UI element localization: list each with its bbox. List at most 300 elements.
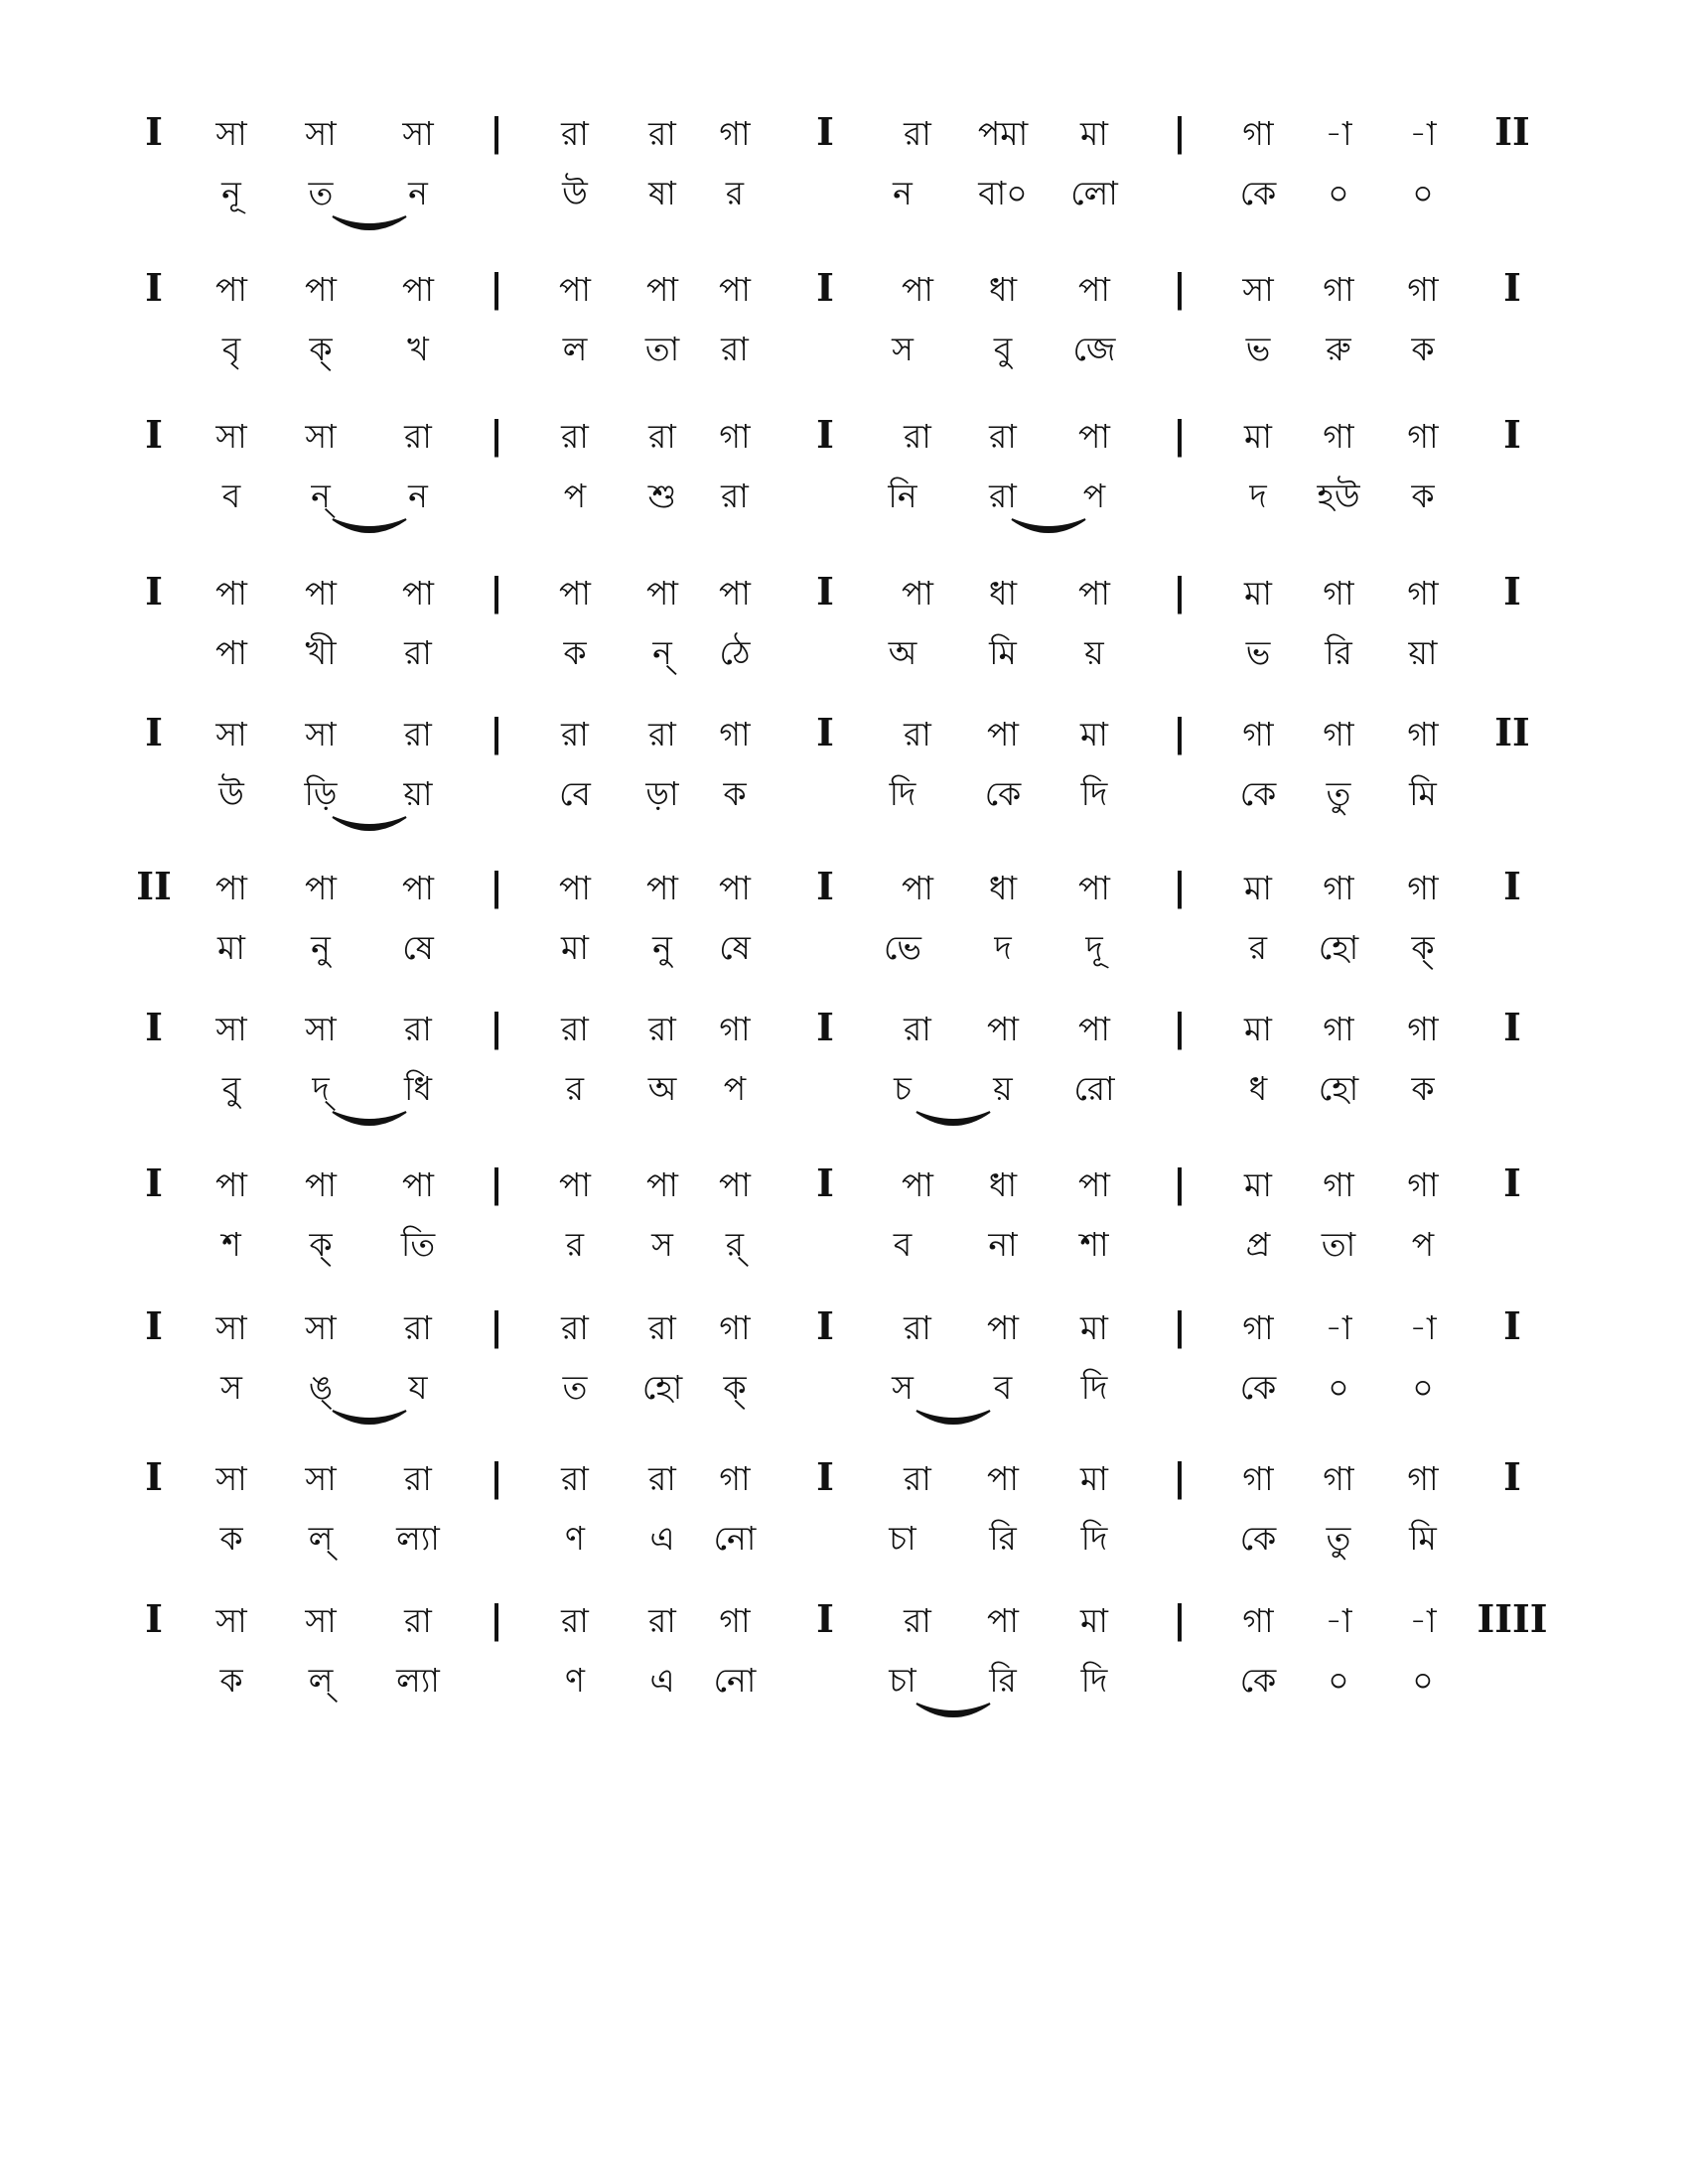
lyric-syllable: চা: [889, 1661, 916, 1700]
swara-note: পা: [305, 869, 337, 907]
bar-line: I: [145, 1454, 163, 1499]
bar-line: |: [490, 1454, 503, 1499]
swara-note: গা: [1242, 1308, 1274, 1347]
lyric-syllable: দি: [1080, 1519, 1108, 1558]
bar-line: |: [1173, 1596, 1187, 1641]
swara-note: ধা: [988, 270, 1018, 309]
bar-line: II: [136, 864, 172, 908]
swara-note: পা: [215, 270, 247, 309]
swara-note: রা: [648, 114, 676, 153]
lyric-syllable: ন: [408, 477, 428, 515]
lyric-syllable: মা: [561, 928, 589, 967]
lyric-syllable: প্র: [1245, 1225, 1271, 1264]
lyric-syllable: ০: [1328, 1368, 1349, 1407]
bar-line: I: [816, 710, 834, 754]
lyric-syllable: জে: [1072, 330, 1116, 368]
swara-note: পা: [719, 574, 751, 613]
swara-note: গা: [1323, 270, 1354, 309]
swara-note: সা: [305, 1601, 337, 1640]
lyric-syllable: নো: [713, 1661, 757, 1700]
lyric-syllable: অ: [647, 1069, 677, 1108]
lyric-syllable: র: [565, 1225, 585, 1264]
slur-mark: [914, 1700, 993, 1727]
swara-note: গা: [1407, 1165, 1439, 1204]
lyric-syllable: হো: [1318, 928, 1359, 967]
notation-system: [0, 710, 1688, 857]
bar-line: |: [490, 109, 503, 154]
lyric-syllable: বে: [559, 774, 591, 813]
lyric-syllable: ক: [219, 1519, 243, 1558]
lyric-syllable: রি: [989, 1519, 1017, 1558]
lyric-syllable: রি: [989, 1661, 1017, 1700]
swara-note: সা: [1242, 270, 1274, 309]
lyric-syllable: উ: [562, 174, 588, 212]
swara-note: সা: [305, 715, 337, 753]
lyric-syllable: চা: [889, 1519, 916, 1558]
bar-line: I: [145, 412, 163, 457]
bar-line: II: [1494, 109, 1530, 154]
swara-note: সা: [305, 1308, 337, 1347]
bar-line: I: [816, 569, 834, 614]
swara-note: -া: [1409, 114, 1437, 153]
bar-line: I: [816, 1303, 834, 1348]
swara-note: মা: [1244, 574, 1272, 613]
lyric-syllable: ল্যা: [396, 1519, 440, 1558]
lyric-syllable: কে: [984, 774, 1022, 813]
notation-system: [0, 265, 1688, 412]
slur-mark: [914, 1108, 993, 1136]
lyric-syllable: প: [563, 477, 587, 515]
lyric-syllable: নো: [713, 1519, 757, 1558]
lyric-syllable: ক: [563, 633, 587, 672]
swara-note: মা: [1244, 1010, 1272, 1048]
swara-note: পা: [1078, 270, 1110, 309]
swara-note: -া: [1409, 1601, 1437, 1640]
lyric-syllable: হো: [641, 1368, 683, 1407]
swara-note: পা: [1078, 1010, 1110, 1048]
lyric-syllable: খী: [305, 633, 337, 672]
swara-note: পা: [987, 1308, 1019, 1347]
swara-note: রা: [404, 1010, 432, 1048]
lyric-syllable: মি: [1409, 1519, 1437, 1558]
notation-system: [0, 109, 1688, 256]
swara-note: পা: [902, 869, 933, 907]
swara-note: পা: [215, 1165, 247, 1204]
swara-note: সা: [215, 114, 247, 153]
swara-note: সা: [305, 114, 337, 153]
lyric-syllable: র: [1248, 928, 1268, 967]
bar-line: |: [1173, 265, 1187, 310]
swara-note: পা: [987, 1010, 1019, 1048]
bar-line: II: [1494, 710, 1530, 754]
lyric-syllable: ক: [219, 1661, 243, 1700]
swara-note: -া: [1325, 1308, 1352, 1347]
swara-note: গা: [1407, 1459, 1439, 1498]
swara-note: মা: [1080, 715, 1108, 753]
swara-note: গা: [1323, 574, 1354, 613]
swara-note: মা: [1244, 417, 1272, 456]
lyric-syllable: ল: [562, 330, 588, 368]
notation-system: [0, 1454, 1688, 1601]
lyric-syllable: দি: [889, 774, 916, 813]
swara-note: মা: [1080, 1308, 1108, 1347]
bar-line: I: [1503, 1005, 1521, 1049]
swara-note: গা: [1242, 1459, 1274, 1498]
swara-note: গা: [1323, 1459, 1354, 1498]
swara-note: গা: [1323, 715, 1354, 753]
swara-note: ধা: [988, 574, 1018, 613]
swara-note: রা: [648, 1601, 676, 1640]
swara-note: রা: [404, 715, 432, 753]
bar-line: |: [490, 412, 503, 457]
bar-line: |: [1173, 412, 1187, 457]
lyric-syllable: ঠে: [719, 633, 751, 672]
swara-note: রা: [648, 417, 676, 456]
swara-note: পা: [719, 270, 751, 309]
bar-line: I: [816, 412, 834, 457]
slur-mark: [330, 515, 409, 543]
swara-note: রা: [904, 114, 931, 153]
bar-line: |: [1173, 1303, 1187, 1348]
slur-mark: [1009, 515, 1088, 543]
lyric-syllable: রি: [1325, 633, 1352, 672]
lyric-syllable: দি: [1080, 1368, 1108, 1407]
bar-line: |: [490, 1005, 503, 1049]
lyric-syllable: ধ: [1248, 1069, 1268, 1108]
lyric-syllable: ত: [308, 174, 334, 212]
swara-note: পা: [559, 574, 591, 613]
swara-note: মা: [1080, 1459, 1108, 1498]
swara-note: পা: [646, 1165, 678, 1204]
lyric-syllable: কে: [1239, 1661, 1277, 1700]
lyric-syllable: ন্: [311, 477, 331, 515]
bar-line: |: [490, 569, 503, 614]
lyric-syllable: দি: [1080, 774, 1108, 813]
swara-note: পা: [1078, 869, 1110, 907]
swara-note: রা: [561, 417, 589, 456]
swara-note: রা: [904, 417, 931, 456]
lyric-syllable: মি: [989, 633, 1017, 672]
lyric-syllable: রু: [1326, 330, 1351, 368]
lyric-syllable: খ: [407, 330, 429, 368]
slur-mark: [330, 813, 409, 841]
lyric-syllable: ভ: [1245, 330, 1271, 368]
lyric-syllable: ০: [1328, 1661, 1349, 1700]
lyric-syllable: স: [651, 1225, 673, 1264]
lyric-syllable: ড়া: [645, 774, 679, 813]
lyric-syllable: তি: [400, 1225, 436, 1264]
bar-line: I: [816, 1596, 834, 1641]
swara-note: গা: [1407, 417, 1439, 456]
bar-line: I: [816, 1454, 834, 1499]
lyric-syllable: ল্: [308, 1661, 334, 1700]
swara-note: পা: [305, 574, 337, 613]
lyric-syllable: ভ: [1245, 633, 1271, 672]
lyric-syllable: শ: [221, 1225, 241, 1264]
swara-note: মা: [1244, 1165, 1272, 1204]
swara-note: রা: [904, 1459, 931, 1498]
bar-line: |: [1173, 1005, 1187, 1049]
swara-note: গা: [1407, 1010, 1439, 1048]
lyric-syllable: ন্: [652, 633, 672, 672]
swara-note: পা: [305, 270, 337, 309]
bar-line: I: [816, 109, 834, 154]
swara-note: রা: [561, 1601, 589, 1640]
lyric-syllable: ল্: [308, 1519, 334, 1558]
notation-system: [0, 1160, 1688, 1307]
swara-note: রা: [561, 1308, 589, 1347]
swara-note: গা: [719, 417, 751, 456]
swara-note: সা: [305, 417, 337, 456]
swara-note: গা: [1242, 715, 1274, 753]
swara-note: সা: [402, 114, 434, 153]
lyric-syllable: ব: [893, 1225, 913, 1264]
bar-line: I: [145, 1160, 163, 1205]
swara-note: সা: [215, 417, 247, 456]
bar-line: |: [1173, 864, 1187, 908]
lyric-syllable: ০: [1328, 174, 1349, 212]
bar-line: I: [1503, 1160, 1521, 1205]
swara-note: পা: [402, 270, 434, 309]
swara-note: পা: [902, 1165, 933, 1204]
lyric-syllable: স: [892, 1368, 914, 1407]
swara-note: রা: [404, 1601, 432, 1640]
swara-note: পা: [402, 1165, 434, 1204]
swara-note: পা: [1078, 417, 1110, 456]
swara-note: গা: [1407, 715, 1439, 753]
lyric-syllable: ন: [408, 174, 428, 212]
lyric-syllable: ন: [893, 174, 913, 212]
lyric-syllable: য়: [1084, 633, 1104, 672]
bar-line: |: [490, 710, 503, 754]
swara-note: রা: [561, 715, 589, 753]
bar-line: I: [816, 1160, 834, 1205]
swara-note: গা: [719, 1010, 751, 1048]
swara-note: সা: [305, 1010, 337, 1048]
lyric-syllable: ব: [221, 477, 241, 515]
slur-mark: [330, 212, 409, 240]
lyric-syllable: স: [220, 1368, 242, 1407]
bar-line: I: [1503, 569, 1521, 614]
swara-note: রা: [404, 1459, 432, 1498]
lyric-syllable: প: [1082, 477, 1106, 515]
lyric-syllable: লো: [1070, 174, 1118, 212]
swara-note: পমা: [977, 114, 1029, 153]
lyric-syllable: বু: [221, 1069, 241, 1108]
lyric-syllable: কে: [1239, 174, 1277, 212]
swara-note: রা: [648, 1459, 676, 1498]
lyric-syllable: ০: [1412, 1368, 1434, 1407]
swara-note: সা: [215, 715, 247, 753]
bar-line: I: [145, 1005, 163, 1049]
lyric-syllable: নি: [888, 477, 917, 515]
lyric-syllable: তু: [1326, 774, 1351, 813]
swara-note: -া: [1325, 1601, 1352, 1640]
lyric-syllable: বৃ: [221, 330, 241, 368]
lyric-syllable: স: [892, 330, 914, 368]
lyric-syllable: হউ: [1317, 477, 1360, 515]
swara-note: পা: [987, 1459, 1019, 1498]
slur-mark: [914, 1407, 993, 1434]
lyric-syllable: ০: [1412, 174, 1434, 212]
lyric-syllable: র্: [725, 1225, 745, 1264]
bar-line: |: [490, 864, 503, 908]
notation-system: [0, 864, 1688, 1011]
lyric-syllable: ক্: [309, 330, 333, 368]
bar-line: |: [1173, 710, 1187, 754]
bar-line: IIII: [1477, 1596, 1548, 1641]
bar-line: I: [145, 710, 163, 754]
lyric-syllable: ক: [1411, 477, 1435, 515]
bar-line: |: [1173, 569, 1187, 614]
swara-note: পা: [719, 869, 751, 907]
swara-note: পা: [559, 270, 591, 309]
lyric-syllable: তু: [1326, 1519, 1351, 1558]
swara-note: পা: [646, 270, 678, 309]
swara-note: পা: [215, 869, 247, 907]
bar-line: I: [145, 265, 163, 310]
lyric-syllable: ব: [993, 1368, 1013, 1407]
notation-system: [0, 1005, 1688, 1152]
swara-note: সা: [215, 1601, 247, 1640]
notation-system: [0, 1303, 1688, 1450]
lyric-syllable: রা: [721, 330, 749, 368]
swara-note: গা: [719, 114, 751, 153]
swara-note: -া: [1409, 1308, 1437, 1347]
swara-note: রা: [404, 1308, 432, 1347]
lyric-syllable: অ: [888, 633, 917, 672]
swara-note: রা: [904, 1010, 931, 1048]
bar-line: |: [490, 1160, 503, 1205]
swara-note: গা: [719, 1601, 751, 1640]
swara-note: গা: [1242, 114, 1274, 153]
lyric-syllable: প: [1411, 1225, 1435, 1264]
swara-note: রা: [648, 1308, 676, 1347]
swara-note: পা: [559, 869, 591, 907]
bar-line: |: [1173, 1160, 1187, 1205]
lyric-syllable: ধি: [404, 1069, 432, 1108]
lyric-syllable: কে: [1239, 1519, 1277, 1558]
lyric-syllable: হো: [1318, 1069, 1359, 1108]
bar-line: |: [490, 1596, 503, 1641]
bar-line: I: [816, 1005, 834, 1049]
lyric-syllable: রা: [721, 477, 749, 515]
notation-system: [0, 1596, 1688, 1743]
swara-note: রা: [561, 1010, 589, 1048]
lyric-syllable: তা: [1321, 1225, 1356, 1264]
slur-mark: [330, 1108, 409, 1136]
bar-line: I: [145, 109, 163, 154]
bar-line: |: [490, 265, 503, 310]
notation-system: [0, 412, 1688, 559]
bar-line: I: [1503, 412, 1521, 457]
swara-note: গা: [1407, 270, 1439, 309]
swara-note: গা: [1242, 1601, 1274, 1640]
bar-line: I: [145, 1596, 163, 1641]
bar-line: |: [1173, 1454, 1187, 1499]
lyric-syllable: না: [988, 1225, 1018, 1264]
swara-note: পা: [402, 574, 434, 613]
swara-note: পা: [215, 574, 247, 613]
bar-line: |: [1173, 109, 1187, 154]
lyric-syllable: ড়ি: [304, 774, 338, 813]
bar-line: I: [1503, 265, 1521, 310]
lyric-syllable: চ: [894, 1069, 912, 1108]
swara-note: পা: [1078, 574, 1110, 613]
swara-note: মা: [1080, 1601, 1108, 1640]
lyric-syllable: দ: [1249, 477, 1267, 515]
swara-note: গা: [1323, 869, 1354, 907]
lyric-syllable: দূ: [1085, 928, 1103, 967]
swara-note: রা: [561, 114, 589, 153]
lyric-syllable: মি: [1409, 774, 1437, 813]
lyric-syllable: ণ: [565, 1661, 585, 1700]
bar-line: I: [1503, 1454, 1521, 1499]
bar-line: I: [145, 1303, 163, 1348]
lyric-syllable: নূ: [221, 174, 241, 212]
lyric-syllable: র: [565, 1069, 585, 1108]
lyric-syllable: দ: [994, 928, 1012, 967]
swara-note: রা: [648, 715, 676, 753]
lyric-syllable: ভে: [884, 928, 921, 967]
swara-note: রা: [561, 1459, 589, 1498]
swara-note: রা: [904, 1601, 931, 1640]
swara-note: সা: [215, 1010, 247, 1048]
lyric-syllable: ক্: [1411, 928, 1435, 967]
lyric-syllable: রা: [989, 477, 1017, 515]
swara-note: রা: [404, 417, 432, 456]
lyric-syllable: ষে: [719, 928, 751, 967]
lyric-syllable: ষা: [648, 174, 676, 212]
swara-note: -া: [1325, 114, 1352, 153]
lyric-syllable: মা: [217, 928, 245, 967]
lyric-syllable: য়: [993, 1069, 1013, 1108]
lyric-syllable: পা: [215, 633, 247, 672]
swara-note: পা: [559, 1165, 591, 1204]
lyric-syllable: রা: [404, 633, 432, 672]
swara-note: গা: [1407, 574, 1439, 613]
lyric-syllable: য়া: [403, 774, 433, 813]
lyric-syllable: য: [408, 1368, 428, 1407]
swara-note: গা: [1323, 417, 1354, 456]
swara-note: ধা: [988, 869, 1018, 907]
swara-note: রা: [904, 715, 931, 753]
swara-note: সা: [215, 1308, 247, 1347]
lyric-syllable: ত: [562, 1368, 588, 1407]
lyric-syllable: ক্: [309, 1225, 333, 1264]
notation-system: [0, 569, 1688, 716]
lyric-syllable: রো: [1073, 1069, 1115, 1108]
lyric-syllable: র: [725, 174, 745, 212]
swara-note: পা: [987, 715, 1019, 753]
swara-note: রা: [989, 417, 1017, 456]
swara-note: সা: [215, 1459, 247, 1498]
swara-note: পা: [902, 574, 933, 613]
bar-line: I: [1503, 1303, 1521, 1348]
lyric-syllable: বু: [993, 330, 1013, 368]
bar-line: I: [816, 265, 834, 310]
swara-note: সা: [305, 1459, 337, 1498]
lyric-syllable: শা: [1079, 1225, 1109, 1264]
lyric-syllable: নু: [311, 928, 331, 967]
lyric-syllable: তা: [644, 330, 680, 368]
swara-note: ধা: [988, 1165, 1018, 1204]
lyric-syllable: ০: [1412, 1661, 1434, 1700]
bar-line: I: [816, 864, 834, 908]
lyric-syllable: কে: [1239, 1368, 1277, 1407]
swara-note: গা: [719, 1459, 751, 1498]
lyric-syllable: ক: [1411, 330, 1435, 368]
